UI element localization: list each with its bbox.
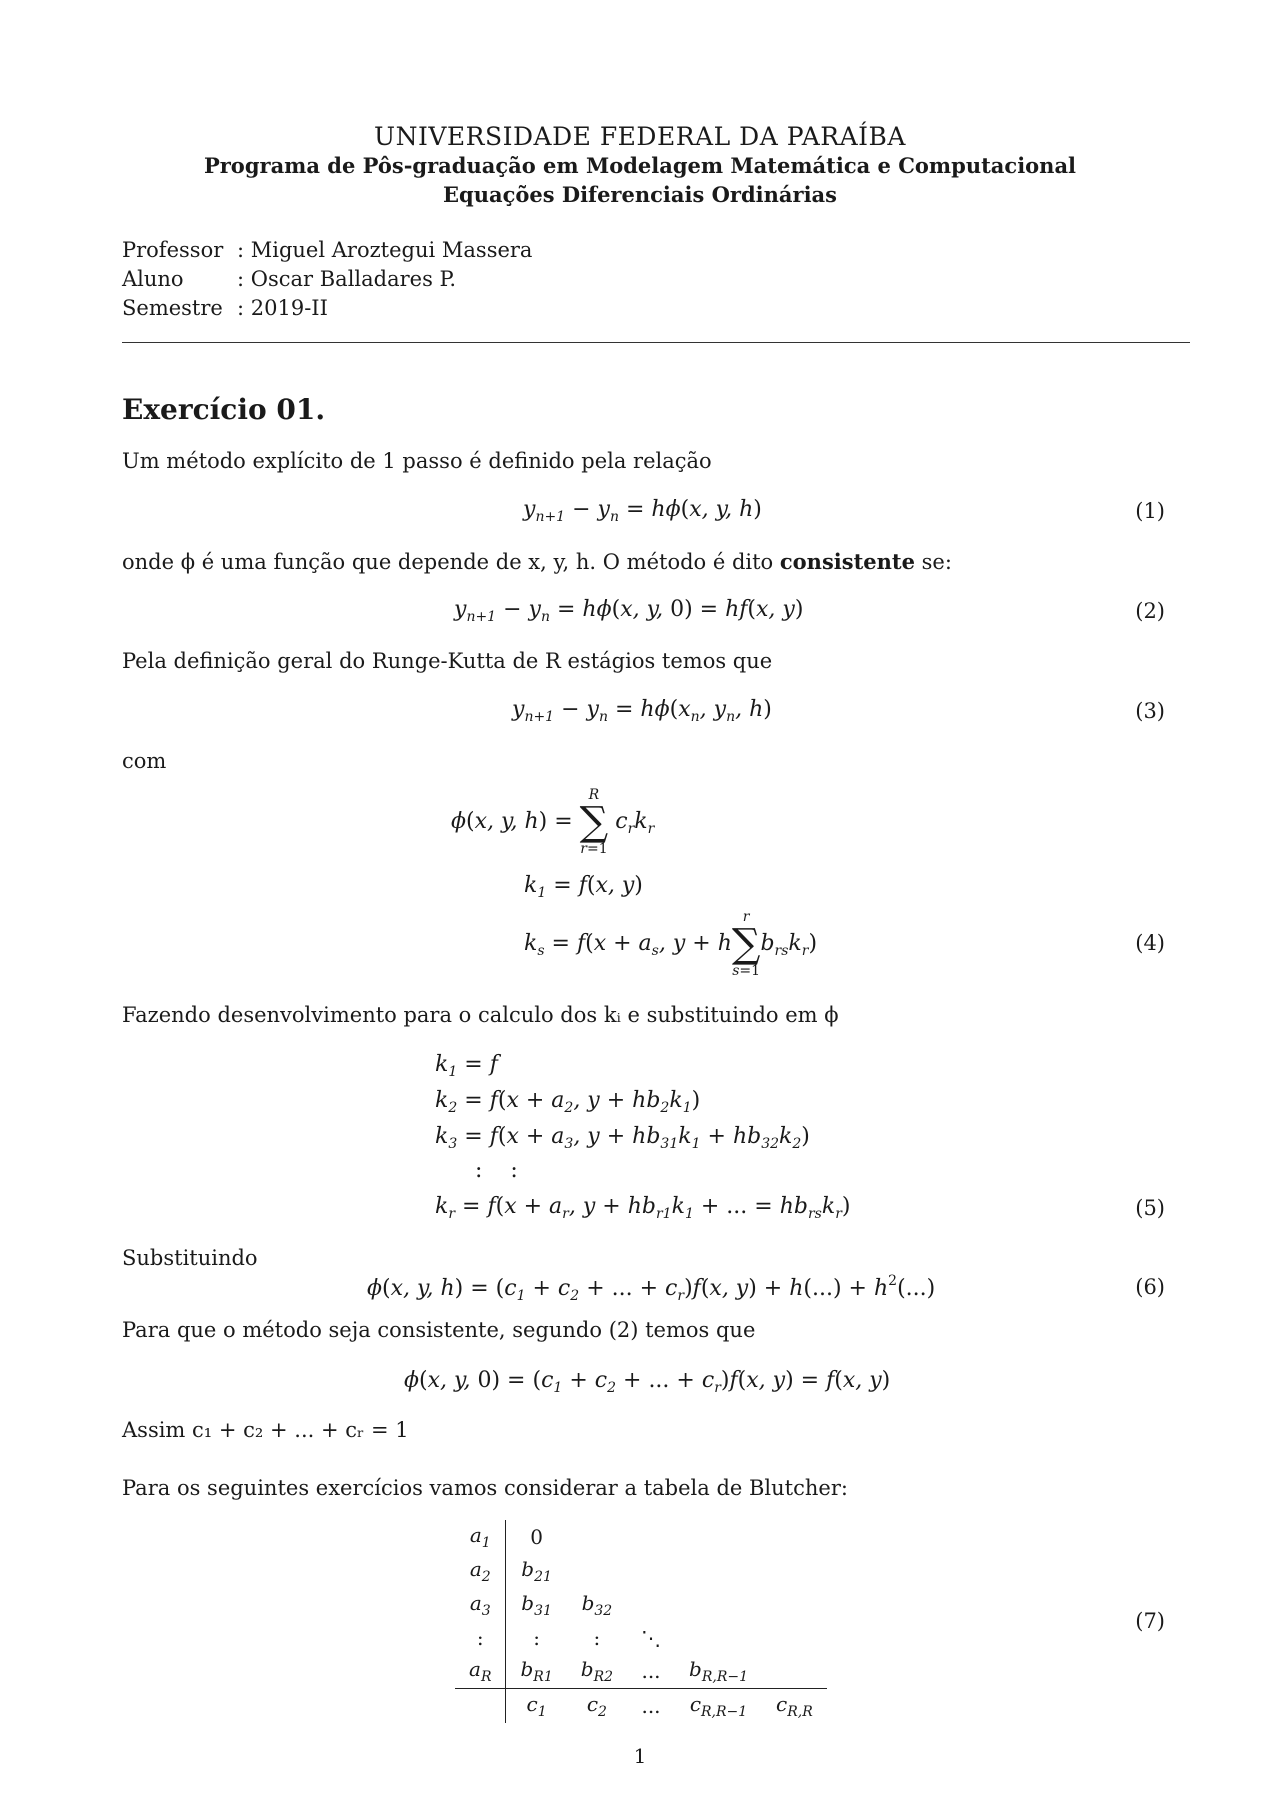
paragraph-5: Fazendo desenvolvimento para o calculo dos kᵢ e substituindo em ϕ bbox=[122, 1003, 839, 1027]
equation-kr: $k_r = f(x + a_r$, $y + hb_{r1}k_1$ + ... = $hb_{rs}k_r$) bbox=[435, 1194, 851, 1222]
equation-number-7: (7) bbox=[1135, 1609, 1165, 1633]
equation-vdots: : : bbox=[475, 1158, 518, 1183]
paragraph-3: Pela definição geral do Runge-Kutta de R estágios temos que bbox=[122, 649, 773, 673]
paragraph-9: Para os seguintes exercícios vamos considerar a tabela de Blutcher: bbox=[122, 1476, 848, 1500]
meta-block bbox=[122, 236, 532, 323]
equation-k1-f: $k_1 = f$ bbox=[435, 1052, 498, 1080]
meta-semestre: Semestre : 2019-II bbox=[122, 296, 328, 320]
butcher-tableau: $a_1$ 0 $a_2$ $b_{21}$ $a_3$ $b_{31}$ $b_{32}$ : : : ⋱ $a_R$ $b_{R1}$ $b_{R2}$ ... $b_{R,R-1}$ $c_1$ $c_2$ ... $c_{R,R-1}$ $c_{R,R}$ bbox=[455, 1520, 827, 1723]
equation-number-4: (4) bbox=[1135, 931, 1165, 955]
equation-ks: $k_s = f(x + a_s$, y + h r ∑ s=1 $b_{rs}k_r$) bbox=[524, 909, 818, 979]
equation-number-3: (3) bbox=[1135, 699, 1165, 723]
page-number: 1 bbox=[633, 1744, 647, 1768]
paragraph-7: Para que o método seja consistente, segundo (2) temos que bbox=[122, 1318, 756, 1342]
meta-professor: Professor : Miguel Aroztegui Massera bbox=[122, 238, 533, 262]
equation-2: $y_{n+1} - y_n = h\phi(x$, y, 0) = hf(x, y) bbox=[454, 597, 804, 625]
equation-1: $y_{n+1} - y_n = h\phi(x$, y, h) bbox=[523, 497, 762, 525]
equation-3: $y_{n+1} - y_n = h\phi(x_n$, $y_n$, h) bbox=[512, 697, 772, 725]
paragraph-2: onde ϕ é uma função que depende de x, y, h. O método é dito consistente se: bbox=[122, 549, 952, 574]
equation-number-1: (1) bbox=[1135, 499, 1165, 523]
divider bbox=[122, 342, 1190, 343]
equation-k3: $k_3 = f(x + a_3$, $y + hb_{31}k_1 + hb_{32}k_2$) bbox=[435, 1124, 810, 1152]
paragraph-6: Substituindo bbox=[122, 1246, 258, 1270]
paragraph-8: Assim c₁ + c₂ + ... + cᵣ = 1 bbox=[122, 1418, 409, 1442]
paragraph-1: Um método explícito de 1 passo é definido pela relação bbox=[122, 449, 712, 473]
paragraph-4: com bbox=[122, 749, 167, 773]
equation-number-2: (2) bbox=[1135, 599, 1165, 623]
university-title: UNIVERSIDADE FEDERAL DA PARAÍBA bbox=[374, 122, 906, 151]
equation-number-6: (6) bbox=[1135, 1275, 1165, 1299]
course-title: Equações Diferenciais Ordinárias bbox=[443, 182, 837, 207]
section-title: Exercício 01. bbox=[122, 393, 326, 426]
equation-k2: $k_2 = f(x + a_2$, $y + hb_2k_1$) bbox=[435, 1088, 701, 1116]
program-title: Programa de Pôs-graduação em Modelagem Matemática e Computacional bbox=[203, 153, 1077, 178]
meta-aluno: Aluno : Oscar Balladares P. bbox=[122, 267, 457, 291]
equation-phi-sum: ϕ(x, y, h) = R ∑ r=1 $c_rk_r$ bbox=[451, 787, 655, 857]
equation-number-5: (5) bbox=[1135, 1196, 1165, 1220]
equation-6: ϕ(x, y, $h) = (c_1 + c_2$ + ... + $c_r)f(x$, $y) + h(...) + h^2(...)$ bbox=[367, 1273, 936, 1304]
equation-k1: $k_1 = f(x$, y) bbox=[524, 873, 643, 901]
equation-consistency: ϕ(x, y, $0) = (c_1 + c_2$ + ... + $c_r)f(x$, y) = f(x, y) bbox=[404, 1368, 891, 1396]
